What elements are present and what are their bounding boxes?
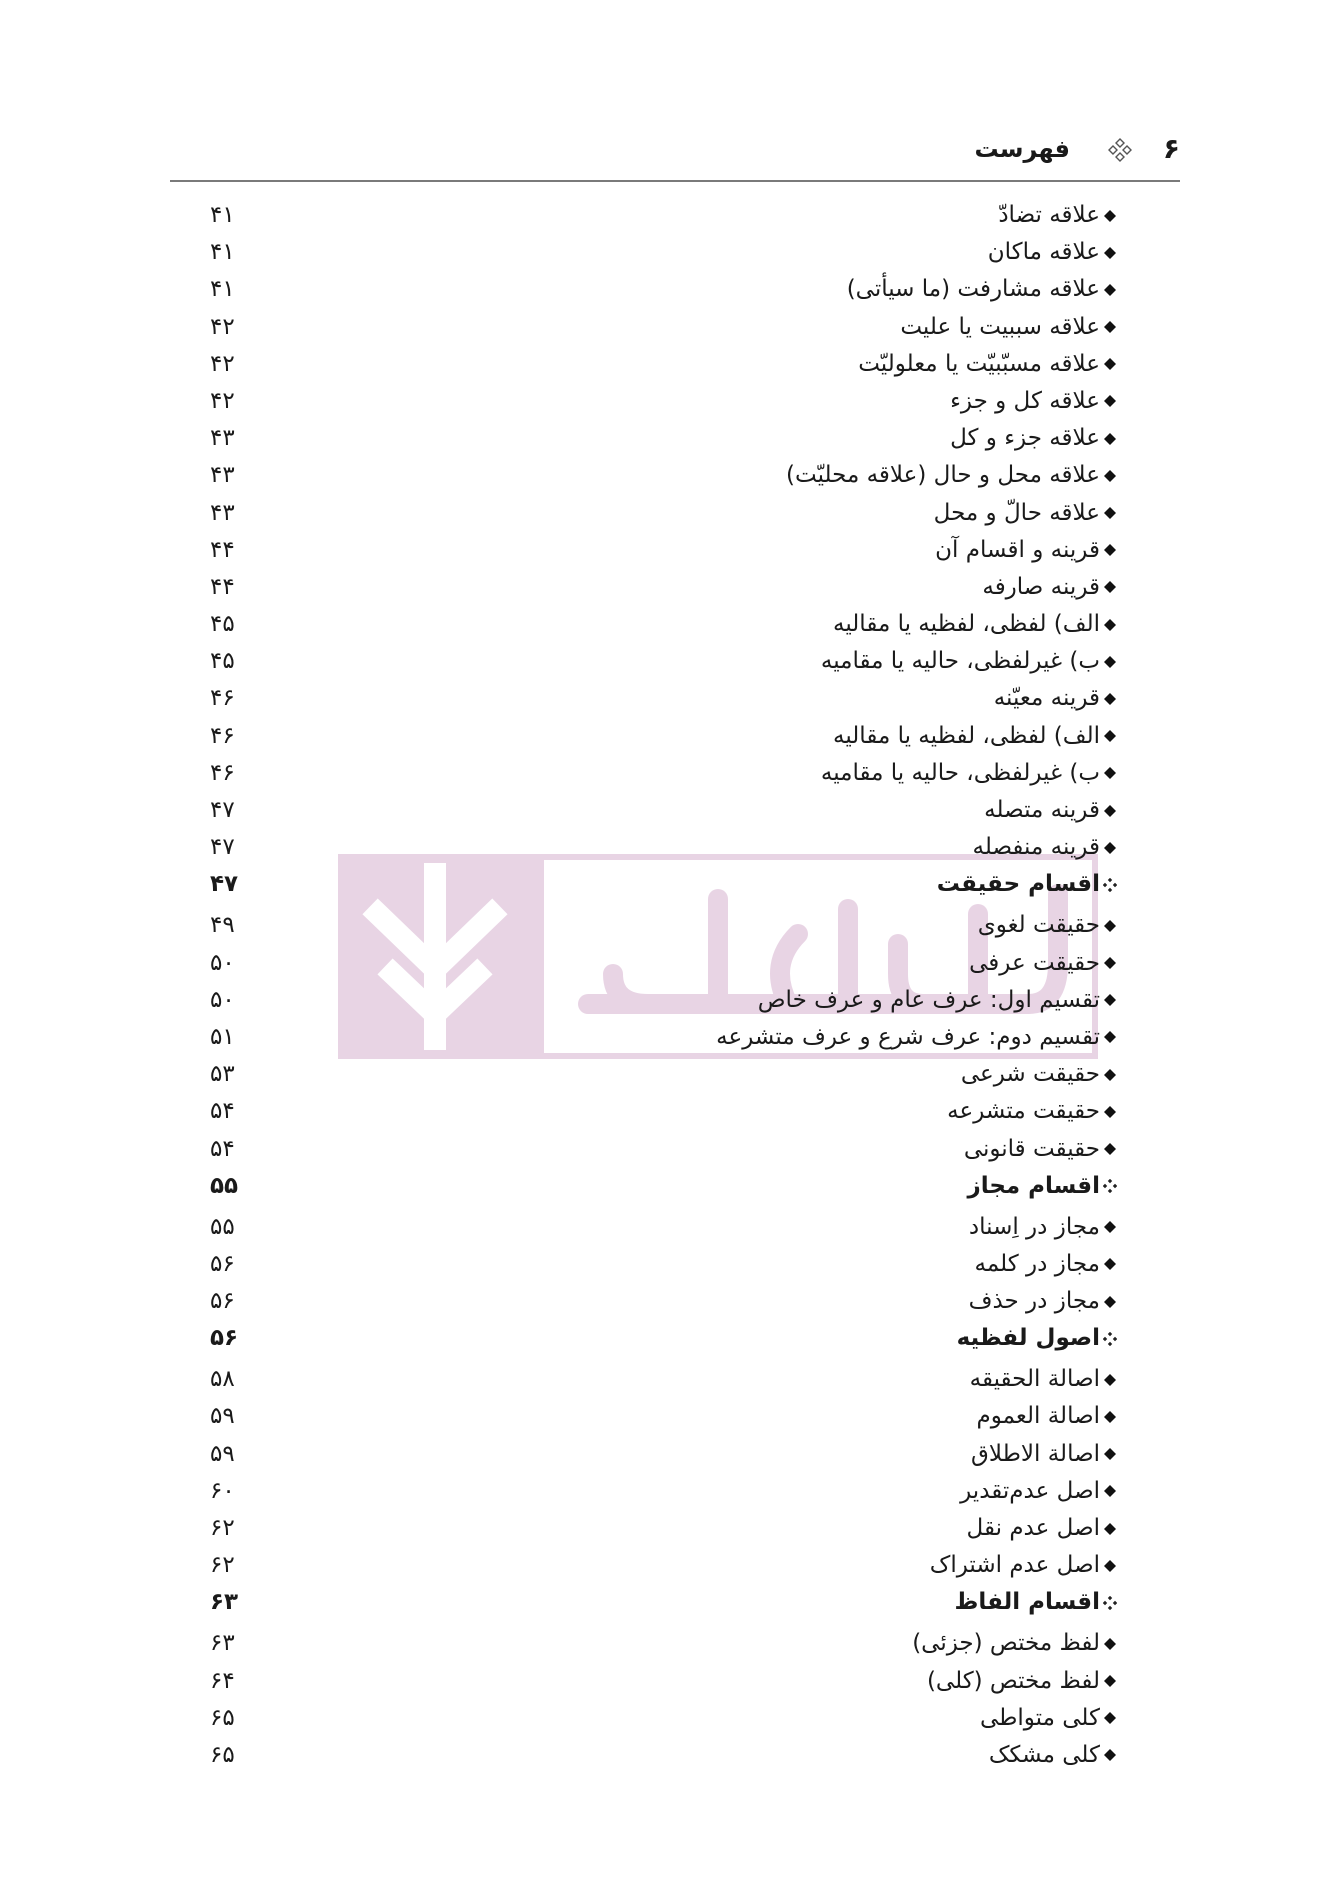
toc-page-number: ۴۲ bbox=[210, 313, 235, 340]
toc-entry bbox=[980, 1700, 1117, 1737]
toc-entry bbox=[964, 1131, 1117, 1168]
toc-row bbox=[0, 1056, 1339, 1093]
toc-entry-title: علاقه سببیت یا علیت bbox=[900, 313, 1100, 340]
diamond-bullet-icon bbox=[1103, 394, 1117, 408]
diamond-bullet-icon bbox=[1103, 1410, 1117, 1424]
toc-row bbox=[0, 383, 1339, 420]
toc-section-row bbox=[0, 866, 1339, 907]
toc-entry bbox=[934, 495, 1117, 532]
toc-entry bbox=[989, 1737, 1117, 1774]
toc-entry bbox=[961, 1056, 1117, 1093]
toc-entry-title: قرینه و اقسام آن bbox=[935, 536, 1100, 563]
toc-page-number: ۴۶ bbox=[210, 759, 235, 786]
diamond-bullet-icon bbox=[1103, 1030, 1117, 1044]
toc-entry-title: الف) لفظی، لفظیه یا مقالیه bbox=[833, 611, 1100, 638]
toc-row bbox=[0, 569, 1339, 606]
toc-entry bbox=[969, 945, 1117, 982]
toc-page-number: ۵۹ bbox=[210, 1403, 235, 1430]
toc-row bbox=[0, 271, 1339, 308]
diamond-bullet-icon bbox=[1103, 804, 1117, 818]
toc-row bbox=[0, 1625, 1339, 1662]
toc-entry-title: حقیقت عرفی bbox=[969, 949, 1100, 976]
diamond-bullet-icon bbox=[1103, 655, 1117, 669]
toc-entry-title: ب) غیرلفظی، حالیه یا مقامیه bbox=[820, 648, 1100, 675]
toc-page-number: ۴۶ bbox=[210, 722, 235, 749]
toc-entry bbox=[858, 346, 1117, 383]
toc-row bbox=[0, 457, 1339, 494]
toc-entry-title: اقسام مجاز bbox=[967, 1172, 1100, 1199]
table-of-contents bbox=[0, 197, 1339, 1774]
diamond-bullet-icon bbox=[1103, 1674, 1117, 1688]
diamond-bullet-icon bbox=[1103, 1373, 1117, 1387]
toc-entry bbox=[977, 1398, 1118, 1435]
toc-row bbox=[0, 1209, 1339, 1246]
toc-page-number: ۵۰ bbox=[210, 986, 235, 1013]
toc-page-number: ۵۸ bbox=[210, 1366, 235, 1393]
toc-entry bbox=[833, 606, 1117, 643]
toc-entry-title: علاقه جزء و کل bbox=[950, 425, 1100, 452]
toc-row bbox=[0, 829, 1339, 866]
toc-entry bbox=[984, 792, 1117, 829]
toc-page-number: ۴۳ bbox=[210, 462, 235, 489]
toc-entry-title: ب) غیرلفظی، حالیه یا مقامیه bbox=[820, 759, 1100, 786]
diamond-bullet-icon bbox=[1103, 1484, 1117, 1498]
toc-page-number: ۵۱ bbox=[210, 1023, 235, 1050]
toc-entry-title: حقیقت لغوی bbox=[977, 912, 1100, 939]
toc-row bbox=[0, 643, 1339, 680]
toc-page-number: ۵۶ bbox=[210, 1250, 235, 1277]
toc-row bbox=[0, 1283, 1339, 1320]
toc-row bbox=[0, 234, 1339, 271]
toc-entry-title: لفظ مختص (کلی) bbox=[926, 1667, 1100, 1694]
toc-entry bbox=[957, 1320, 1117, 1357]
toc-entry bbox=[833, 718, 1117, 755]
toc-entry bbox=[998, 197, 1117, 234]
toc-row bbox=[0, 1473, 1339, 1510]
toc-entry-title: کلی مشکک bbox=[988, 1741, 1100, 1768]
four-petal-bullet-icon bbox=[1103, 1179, 1117, 1193]
four-petal-bullet-icon bbox=[1103, 1596, 1117, 1610]
toc-entry-title: قرینه متصله bbox=[984, 797, 1100, 823]
diamond-bullet-icon bbox=[1103, 1559, 1117, 1573]
diamond-bullet-icon bbox=[1103, 580, 1117, 594]
toc-page-number: ۶۲ bbox=[210, 1552, 235, 1579]
toc-page-number: ۵۳ bbox=[210, 1061, 235, 1088]
toc-entry-title: تقسیم دوم: عرف شرع و عرف متشرعه bbox=[716, 1023, 1100, 1050]
toc-row bbox=[0, 982, 1339, 1019]
toc-page-number: ۵۹ bbox=[210, 1440, 235, 1467]
diamond-bullet-icon bbox=[1103, 320, 1117, 334]
page-header bbox=[170, 132, 1180, 182]
four-petal-bullet-icon bbox=[1103, 1332, 1117, 1346]
toc-entry-title: حقیقت شرعی bbox=[960, 1061, 1100, 1088]
diamond-bullet-icon bbox=[1103, 729, 1117, 743]
toc-row bbox=[0, 1019, 1339, 1056]
toc-entry bbox=[947, 1093, 1117, 1130]
toc-entry bbox=[982, 569, 1117, 606]
toc-entry-title: قرینه معیّنه bbox=[993, 685, 1100, 712]
toc-entry-title: علاقه محل و حال (علاقه محلیّت) bbox=[786, 462, 1100, 489]
toc-page-number: ۶۰ bbox=[210, 1477, 235, 1504]
toc-page-number: ۴۴ bbox=[210, 536, 235, 563]
toc-entry-title: اقسام حقیقت bbox=[936, 871, 1100, 898]
toc-entry bbox=[969, 1209, 1117, 1246]
toc-row bbox=[0, 606, 1339, 643]
toc-row bbox=[0, 1246, 1339, 1283]
diamond-bullet-icon bbox=[1103, 1748, 1117, 1762]
four-petal-bullet-icon bbox=[1103, 878, 1117, 892]
toc-entry bbox=[758, 982, 1117, 1019]
toc-row bbox=[0, 1700, 1339, 1737]
toc-page-number: ۴۵ bbox=[210, 611, 235, 638]
toc-row bbox=[0, 1436, 1339, 1473]
toc-row bbox=[0, 755, 1339, 792]
toc-entry-title: قرینه منفصله bbox=[972, 834, 1100, 861]
toc-row bbox=[0, 346, 1339, 383]
diamond-bullet-icon bbox=[1103, 357, 1117, 371]
toc-entry-title: اصل عدم‌تقدیر bbox=[960, 1477, 1100, 1504]
toc-entry bbox=[847, 271, 1117, 308]
toc-entry bbox=[935, 532, 1117, 569]
toc-entry bbox=[930, 1547, 1117, 1584]
toc-row bbox=[0, 532, 1339, 569]
diamond-bullet-icon bbox=[1103, 432, 1117, 446]
toc-page-number: ۴۱ bbox=[210, 202, 235, 228]
diamond-bullet-icon bbox=[1103, 919, 1117, 933]
diamond-bullet-icon bbox=[1103, 766, 1117, 780]
header-title: فهرست bbox=[974, 135, 1070, 163]
toc-page-number: ۶۳ bbox=[210, 1589, 239, 1616]
toc-entry bbox=[927, 1663, 1117, 1700]
toc-page-number: ۴۵ bbox=[210, 648, 235, 675]
toc-entry-title: کلی متواطی bbox=[979, 1704, 1100, 1731]
toc-page-number: ۴۷ bbox=[210, 834, 235, 861]
toc-page-number: ۶۳ bbox=[210, 1630, 235, 1657]
toc-row bbox=[0, 1398, 1339, 1435]
diamond-bullet-icon bbox=[1103, 209, 1117, 223]
toc-row bbox=[0, 792, 1339, 829]
toc-page-number: ۴۴ bbox=[210, 573, 235, 600]
toc-entry bbox=[716, 1019, 1117, 1056]
toc-row bbox=[0, 1093, 1339, 1130]
toc-page-number: ۶۴ bbox=[210, 1667, 235, 1694]
toc-entry-title: علاقه ماکان bbox=[987, 239, 1100, 266]
diamond-bullet-icon bbox=[1103, 692, 1117, 706]
toc-page-number: ۴۱ bbox=[210, 276, 235, 303]
toc-row bbox=[0, 680, 1339, 717]
toc-page-number: ۵۶ bbox=[210, 1325, 239, 1352]
toc-row bbox=[0, 1131, 1339, 1168]
toc-entry bbox=[978, 907, 1117, 944]
diamond-bullet-icon bbox=[1103, 1220, 1117, 1234]
diamond-bullet-icon bbox=[1103, 993, 1117, 1007]
toc-entry bbox=[821, 643, 1117, 680]
toc-page-number: ۵۶ bbox=[210, 1288, 235, 1315]
diamond-bullet-icon bbox=[1103, 543, 1117, 557]
toc-row bbox=[0, 420, 1339, 457]
toc-page-number: ۶۵ bbox=[210, 1741, 235, 1768]
toc-entry-title: علاقه حالّ و محل bbox=[933, 499, 1100, 526]
toc-section-row bbox=[0, 1168, 1339, 1209]
toc-entry-title: اصل عدم اشتراک bbox=[929, 1552, 1100, 1579]
toc-entry bbox=[950, 383, 1117, 420]
toc-entry-title: علاقه تضادّ bbox=[998, 202, 1100, 228]
toc-entry bbox=[969, 1283, 1117, 1320]
toc-entry bbox=[967, 1168, 1117, 1205]
toc-entry-title: اصالة الاطلاق bbox=[971, 1440, 1100, 1467]
toc-entry-title: لفظ مختص (جزئی) bbox=[912, 1630, 1100, 1657]
toc-entry bbox=[937, 866, 1117, 903]
toc-entry bbox=[971, 1436, 1117, 1473]
toc-row bbox=[0, 309, 1339, 346]
toc-row bbox=[0, 1547, 1339, 1584]
toc-entry bbox=[970, 1361, 1117, 1398]
diamond-bullet-icon bbox=[1103, 283, 1117, 297]
toc-row bbox=[0, 495, 1339, 532]
toc-page-number: ۵۴ bbox=[210, 1098, 235, 1125]
toc-row bbox=[0, 945, 1339, 982]
toc-page-number: ۵۵ bbox=[210, 1172, 239, 1199]
diamond-bullet-icon bbox=[1103, 1257, 1117, 1271]
toc-page-number: ۴۲ bbox=[210, 350, 235, 377]
toc-page-number: ۴۷ bbox=[210, 871, 239, 898]
toc-section-row bbox=[0, 1320, 1339, 1361]
toc-page-number: ۵۰ bbox=[210, 949, 235, 976]
page-number: ۶ bbox=[1162, 132, 1180, 165]
toc-entry-title: اصول لفظیه bbox=[956, 1325, 1100, 1352]
diamond-bullet-icon bbox=[1103, 1105, 1117, 1119]
toc-entry-title: اصالة العموم bbox=[976, 1403, 1100, 1430]
toc-page-number: ۴۱ bbox=[210, 239, 235, 266]
toc-entry bbox=[960, 1473, 1117, 1510]
toc-entry-title: حقیقت قانونی bbox=[963, 1135, 1100, 1162]
toc-entry bbox=[950, 420, 1117, 457]
toc-entry-title: مجاز در حذف bbox=[968, 1288, 1100, 1315]
toc-page-number: ۵۴ bbox=[210, 1135, 235, 1162]
toc-section-row bbox=[0, 1584, 1339, 1625]
toc-entry-title: حقیقت متشرعه bbox=[947, 1098, 1100, 1125]
toc-row bbox=[0, 718, 1339, 755]
toc-page-number: ۴۶ bbox=[210, 685, 235, 712]
toc-page-number: ۶۲ bbox=[210, 1515, 235, 1541]
diamond-bullet-icon bbox=[1103, 506, 1117, 520]
toc-row bbox=[0, 907, 1339, 944]
diamond-bullet-icon bbox=[1103, 618, 1117, 632]
toc-entry bbox=[912, 1625, 1117, 1662]
header-divider bbox=[170, 180, 1180, 182]
toc-row bbox=[0, 1510, 1339, 1547]
diamond-bullet-icon bbox=[1103, 1447, 1117, 1461]
diamond-bullet-icon bbox=[1103, 1522, 1117, 1536]
toc-page-number: ۴۳ bbox=[210, 425, 235, 452]
toc-entry bbox=[975, 1246, 1117, 1283]
diamond-bullet-icon bbox=[1103, 469, 1117, 483]
toc-entry-title: اقسام الفاظ bbox=[954, 1589, 1100, 1616]
toc-entry bbox=[900, 309, 1117, 346]
toc-page-number: ۴۲ bbox=[210, 387, 235, 414]
toc-row bbox=[0, 197, 1339, 234]
toc-entry bbox=[988, 234, 1117, 271]
toc-row bbox=[0, 1361, 1339, 1398]
toc-entry-title: اصل عدم نقل bbox=[966, 1515, 1100, 1541]
toc-entry-title: قرینه صارفه bbox=[982, 573, 1100, 600]
toc-page-number: ۴۷ bbox=[210, 797, 235, 823]
toc-entry-title: تقسیم اول: عرف عام و عرف خاص bbox=[757, 986, 1100, 1013]
diamond-bullet-icon bbox=[1103, 956, 1117, 970]
toc-entry-title: الف) لفظی، لفظیه یا مقالیه bbox=[833, 722, 1100, 749]
toc-row bbox=[0, 1663, 1339, 1700]
four-diamond-ornament-icon bbox=[1108, 138, 1132, 162]
toc-entry bbox=[821, 755, 1117, 792]
toc-row bbox=[0, 1737, 1339, 1774]
toc-entry-title: اصالة الحقیقه bbox=[969, 1366, 1100, 1393]
diamond-bullet-icon bbox=[1103, 246, 1117, 260]
diamond-bullet-icon bbox=[1103, 841, 1117, 855]
diamond-bullet-icon bbox=[1103, 1637, 1117, 1651]
toc-page-number: ۵۵ bbox=[210, 1213, 235, 1240]
diamond-bullet-icon bbox=[1103, 1068, 1117, 1082]
toc-entry bbox=[994, 680, 1117, 717]
toc-page-number: ۴۳ bbox=[210, 499, 235, 526]
diamond-bullet-icon bbox=[1103, 1295, 1117, 1309]
toc-page-number: ۴۹ bbox=[210, 912, 235, 939]
diamond-bullet-icon bbox=[1103, 1142, 1117, 1156]
toc-entry bbox=[967, 1510, 1117, 1547]
diamond-bullet-icon bbox=[1103, 1711, 1117, 1725]
toc-page-number: ۶۵ bbox=[210, 1704, 235, 1731]
toc-entry-title: علاقه مسبّبیّت یا معلولیّت bbox=[858, 350, 1100, 377]
toc-entry bbox=[786, 457, 1117, 494]
toc-entry-title: علاقه مشارفت (ما سیأتی) bbox=[846, 276, 1100, 303]
toc-entry bbox=[955, 1584, 1117, 1621]
toc-entry-title: مجاز در اِسناد bbox=[968, 1213, 1100, 1240]
toc-entry bbox=[973, 829, 1117, 866]
toc-entry-title: مجاز در کلمه bbox=[974, 1250, 1100, 1277]
toc-entry-title: علاقه کل و جزء bbox=[950, 387, 1100, 414]
